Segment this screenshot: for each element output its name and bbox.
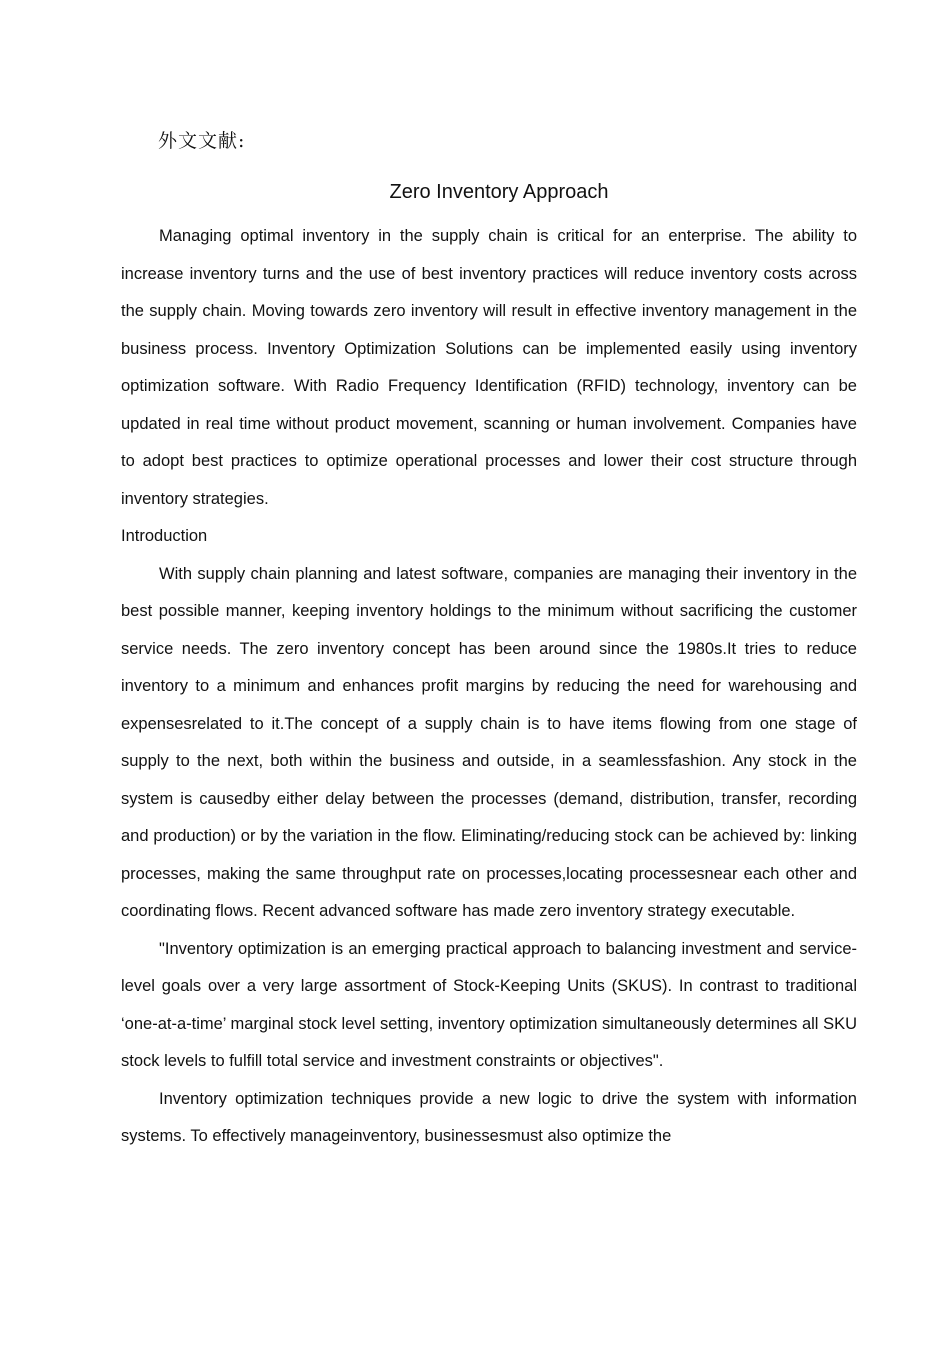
- document-body: [121, 218, 857, 1156]
- foreign-literature-label: 外文文献:: [158, 130, 246, 152]
- introduction-paragraph-2: "Inventory optimization is an emerging practical approach to balancing investment and service-level goals over a very large assortment of Stock-Keeping Units (SKUS). In contrast to traditional ‘one-at-a-time’ marginal stock level setting, inventory optimization simultaneously determines all SKU stock levels to fulfill total service and investment constraints or objectives".: [121, 939, 857, 1070]
- document-title: Zero Inventory Approach: [389, 181, 609, 203]
- section-heading-introduction: Introduction: [121, 527, 208, 545]
- introduction-paragraph-1: With supply chain planning and latest software, companies are managing their inventory in the best possible manner, keeping inventory holdings to the minimum without sacrificing the customer service needs. The zero inventory concept has been around since the 1980s.It tries to reduce inventory to a minimum and enhances profit margins by reducing the need for warehousing and expensesrelated to it.The concept of a supply chain is to have items flowing from one stage of supply to the next, both within the business and outside, in a seamlessfashion. Any stock in the system is causedby either delay between the processes (demand, distribution, transfer, recording and production) or by the variation in the flow. Eliminating/reducing stock can be achieved by: linking processes, making the same throughput rate on processes,locating processesnear each other and coordinating flows. Recent advanced software has made zero inventory strategy executable.: [121, 564, 857, 920]
- introduction-paragraph-3: Inventory optimization techniques provide a new logic to drive the system with information systems. To effectively manageinventory, businessesmust also optimize the: [121, 1089, 857, 1145]
- abstract-paragraph: Managing optimal inventory in the supply chain is critical for an enterprise. The ability to increase inventory turns and the use of best inventory practices will reduce inventory costs across the supply chain. Moving towards zero inventory will result in effective inventory management in the business process. Inventory Optimization Solutions can be implemented easily using inventory optimization software. With Radio Frequency Identification (RFID) technology, inventory can be updated in real time without product movement, scanning or human involvement. Companies have to adopt best practices to optimize operational processes and lower their cost structure through inventory strategies.: [121, 227, 857, 508]
